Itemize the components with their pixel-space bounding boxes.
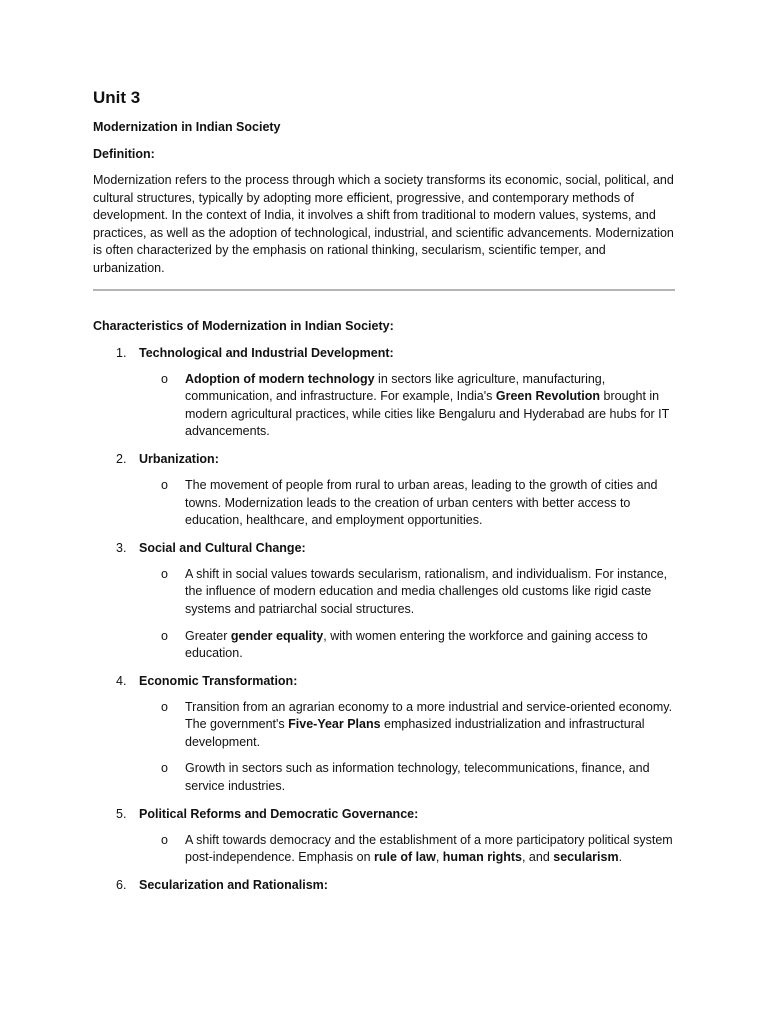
bullet-item (93, 699, 675, 752)
list-number: 6. (116, 877, 127, 892)
list-number: 2. (116, 451, 127, 466)
characteristics-list (93, 344, 675, 894)
body-text: , (435, 850, 443, 865)
list-number: 3. (116, 540, 127, 555)
bullet-marker: o (161, 699, 168, 714)
body-text: . (618, 850, 623, 865)
bold-text: Green Revolution (495, 389, 601, 404)
bullet-marker: o (161, 477, 168, 492)
bold-text: secularism (553, 850, 619, 865)
characteristic-heading (93, 450, 675, 468)
characteristic-title: Political Reforms and Democratic Governance: (139, 806, 419, 821)
bullet-marker: o (161, 566, 168, 581)
list-number: 4. (116, 673, 127, 688)
characteristic-item (93, 450, 675, 530)
body-text: , with women entering the workforce and gaining access to education. (185, 628, 648, 661)
body-text: emphasized industrialization and infrastructural development. (185, 717, 645, 749)
bullet-list (93, 566, 675, 663)
characteristics-heading: Characteristics of Modernization in Indian Society: (93, 318, 394, 333)
characteristic-title: Economic Transformation: (139, 673, 298, 688)
characteristic-title: Technological and Industrial Development: (139, 345, 394, 360)
bullet-list (93, 477, 675, 530)
bullet-item (93, 628, 675, 663)
bold-text: human rights (442, 850, 522, 865)
characteristic-item (93, 876, 675, 894)
bullet-item (93, 371, 675, 441)
body-text: Greater (185, 628, 231, 643)
bullet-list (93, 832, 675, 867)
bold-text: Five-Year Plans (288, 717, 381, 732)
body-text: Growth in sectors such as information technology, telecommunications, finance, and service industries. (185, 761, 650, 794)
bullet-marker: o (161, 761, 168, 776)
document-page (93, 86, 675, 894)
characteristic-title: Urbanization: (139, 451, 219, 466)
bullet-marker: o (161, 371, 168, 386)
list-number: 1. (116, 345, 127, 360)
body-text: Transition from an agrarian economy to a more industrial and service-oriented economy. The government's (185, 699, 673, 732)
characteristic-item (93, 805, 675, 867)
characteristic-title: Secularization and Rationalism: (139, 877, 328, 892)
body-text: A shift towards democracy and the establishment of a more participatory political system post-independence. Emphasis on (185, 832, 673, 865)
bullet-marker: o (161, 832, 168, 847)
characteristic-item (93, 672, 675, 796)
characteristic-heading (93, 672, 675, 690)
bullet-marker: o (161, 628, 168, 643)
characteristic-heading (93, 539, 675, 557)
characteristic-heading (93, 805, 675, 823)
bold-text: rule of law (374, 850, 436, 865)
bold-text: Adoption of modern technology (185, 371, 375, 386)
list-number: 5. (116, 806, 127, 821)
characteristic-item (93, 539, 675, 663)
bullet-item (93, 477, 675, 530)
unit-title: Unit 3 (93, 88, 141, 107)
document-subtitle: Modernization in Indian Society (93, 120, 281, 134)
body-text: , and (521, 850, 554, 865)
bold-text: gender equality (230, 628, 324, 643)
characteristic-heading (93, 876, 675, 894)
bullet-item (93, 566, 675, 619)
bullet-item (93, 832, 675, 867)
characteristic-title: Social and Cultural Change: (139, 540, 306, 555)
body-text: A shift in social values towards secularism, rationalism, and individualism. For instance, the influence of modern education and media challenges old customs like rigid caste systems and patriarchal social structures. (185, 566, 668, 616)
definition-label: Definition: (93, 147, 155, 161)
body-text: brought in modern agricultural practices, while cities like Bengaluru and Hyderabad are hubs for IT advancements. (185, 389, 670, 439)
characteristic-heading (93, 344, 675, 362)
bullet-list (93, 371, 675, 441)
definition-paragraph: Modernization refers to the process through which a society transforms its economic, social, political, and cultural structures, typically by adopting more efficient, progressive, and contemporary methods of development. In the context of India, it involves a shift from traditional to modern values, systems, and practices, as well as the adoption of technological, industrial, and scientific advancements. Modernization is often characterized by the emphasis on rational thinking, secularism, scientific temper, and urbanization. (93, 173, 674, 275)
bullet-item (93, 760, 675, 795)
body-text: in sectors like agriculture, manufacturing, communication, and infrastructure. For example, India's (185, 371, 606, 404)
horizontal-divider (93, 289, 675, 291)
characteristic-item (93, 344, 675, 441)
body-text: The movement of people from rural to urban areas, leading to the growth of cities and towns. Modernization leads to the creation of urban centers with better access to education, healthcare, and employment opportunities. (185, 477, 658, 528)
bullet-list (93, 699, 675, 796)
